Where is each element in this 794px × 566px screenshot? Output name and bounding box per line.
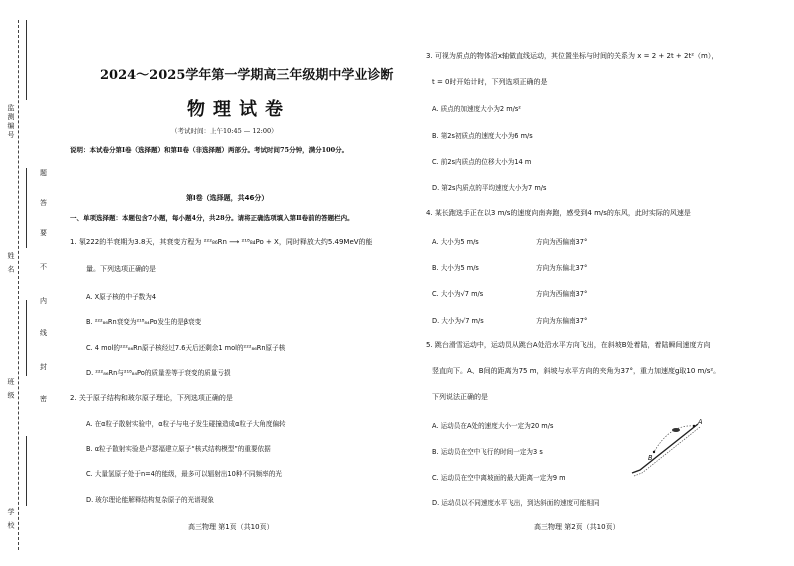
q3-option-d: D. 第2s内质点的平均速度大小为7 m/s <box>432 184 547 192</box>
slope-hatching <box>634 427 700 476</box>
q3-option-c: C. 前2s内质点的位移大小为14 m <box>432 158 532 166</box>
q5-option-d: D. 运动员以不同速度水平飞出，到达斜面的速度可能相同 <box>432 499 600 507</box>
q4-option-b-magnitude: B. 大小为5 m/s <box>432 264 479 272</box>
q4-stem: 4. 某长跑选手正在以3 m/s的速度向南奔跑，感受到4 m/s的东风，此时实际的风速是 <box>426 209 691 217</box>
binding-dashed-line <box>18 20 19 550</box>
name-blank <box>26 168 27 248</box>
seal-char: 要 <box>40 229 47 237</box>
q2-option-a: A. 在α粒子散射实验中，α粒子与电子发生碰撞造成α粒子大角度偏转 <box>86 420 286 428</box>
exam-title: 2024～2025学年第一学期高三年级期中学业诊断 <box>100 68 394 83</box>
q4-option-b-direction: 方向为东偏北37° <box>536 264 588 272</box>
school-label: 学 校 <box>7 508 15 531</box>
q5-stem-cont-2: 下列说法正确的是 <box>432 393 488 401</box>
q3-stem-cont: t = 0时开始计时，下列选项正确的是 <box>432 78 548 86</box>
q2-option-b: B. α粒子散射实验是卢瑟福建立原子“核式结构模型”的重要依据 <box>86 445 271 453</box>
q1-option-c: C. 4 mol的²²²₈₆Rn原子核经过7.6天后还剩余1 mol的²²²₈₆Rn原子核 <box>86 344 286 352</box>
page-footer-left: 高三物理 第1页（共10页） <box>188 523 274 531</box>
q2-option-d: D. 玻尔理论能解释结构复杂原子的光谱现象 <box>86 496 214 504</box>
slope-line <box>632 424 698 473</box>
figure-label-b: B <box>648 454 653 462</box>
q5-stem-cont: 竖直向下。A、B间的距离为75 m，斜坡与水平方向的夹角为37°，重力加速度g取10 m/s²。 <box>432 367 721 375</box>
name-label: 姓 名 <box>7 252 15 275</box>
seal-char: 封 <box>40 363 47 371</box>
q4-option-a-direction: 方向为西偏南37° <box>536 238 588 246</box>
instructions: 说明：本试卷分第Ⅰ卷（选择题）和第Ⅱ卷（非选择题）两部分。考试时间75分钟，满分100分。 <box>70 146 349 154</box>
q5-option-a: A. 运动员在A处的速度大小一定为20 m/s <box>432 422 554 430</box>
section-one-heading: 一、单项选择题：本题包含7小题，每小题4分，共28分。请将正确选项填入第Ⅱ卷前的答题栏内。 <box>70 214 354 222</box>
q1-stem-cont: 量。下列选项正确的是 <box>86 265 156 273</box>
q3-stem: 3. 可视为质点的物体沿x轴做直线运动，其位置坐标与时间的关系为 x = 2 + 2t + 2t²（m）， <box>426 52 719 60</box>
class-blank <box>26 300 27 376</box>
section-title: 第Ⅰ卷（选择题，共46分） <box>186 194 269 202</box>
ski-jump-figure <box>630 418 702 478</box>
q4-option-d-magnitude: D. 大小为√7 m/s <box>432 317 484 325</box>
figure-label-a: A <box>698 418 703 426</box>
q4-option-c-direction: 方向为西偏南37° <box>536 290 588 298</box>
subject-title: 物理试卷 <box>187 99 291 120</box>
exam-time: （考试时间：上午10:45 — 12:00） <box>171 127 278 135</box>
q2-stem: 2. 关于原子结构和玻尔原子理论，下列选项正确的是 <box>70 394 233 402</box>
seal-char: 密 <box>40 395 47 403</box>
q5-option-c: C. 运动员在空中离坡面的最大距离一定为9 m <box>432 474 566 482</box>
exam-number-blank <box>26 20 27 100</box>
skier-icon <box>672 428 680 432</box>
q4-option-a-magnitude: A. 大小为5 m/s <box>432 238 479 246</box>
q5-option-b: B. 运动员在空中飞行的时间一定为3 s <box>432 448 543 456</box>
q1-option-a: A. X原子核的中子数为4 <box>86 293 157 301</box>
point-b-marker <box>653 451 655 453</box>
seal-char: 题 <box>40 169 47 177</box>
q1-option-b: B. ²²²₈₆Rn衰变为²¹⁸₈₄Po发生的是β衰变 <box>86 318 202 326</box>
q3-option-b: B. 第2s初质点的速度大小为6 m/s <box>432 132 533 140</box>
q4-option-d-direction: 方向为东偏南37° <box>536 317 588 325</box>
q4-option-c-magnitude: C. 大小为√7 m/s <box>432 290 484 298</box>
class-label: 班 级 <box>7 378 15 401</box>
point-a-marker <box>693 425 695 427</box>
school-blank <box>26 436 27 506</box>
q1-stem: 1. 氡222的半衰期为3.8天，其衰变方程为 ²²²₈₆Rn ⟶ ²¹⁸₈₄Po + X，同时释放大约5.49MeV的能 <box>70 238 373 246</box>
q5-stem: 5. 跳台滑雪运动中，运动员从跳台A处沿水平方向飞出，在斜坡B处着陆，着陆瞬间速度方向 <box>426 341 711 349</box>
exam-number-label: 监测编号 <box>7 104 15 140</box>
q1-option-d: D. ²²²₈₆Rn与²¹⁸₈₄Po的质量差等于衰变的质量亏损 <box>86 369 231 377</box>
q2-option-c: C. 大量氢原子处于n=4的能级，最多可以辐射出10种不同频率的光 <box>86 470 282 478</box>
page-footer-right: 高三物理 第2页（共10页） <box>534 523 620 531</box>
q3-option-a: A. 质点的加速度大小为2 m/s² <box>432 105 521 113</box>
seal-char: 答 <box>40 199 47 207</box>
seal-char: 不 <box>40 263 47 271</box>
seal-char: 内 <box>40 297 47 305</box>
seal-char: 线 <box>40 329 47 337</box>
